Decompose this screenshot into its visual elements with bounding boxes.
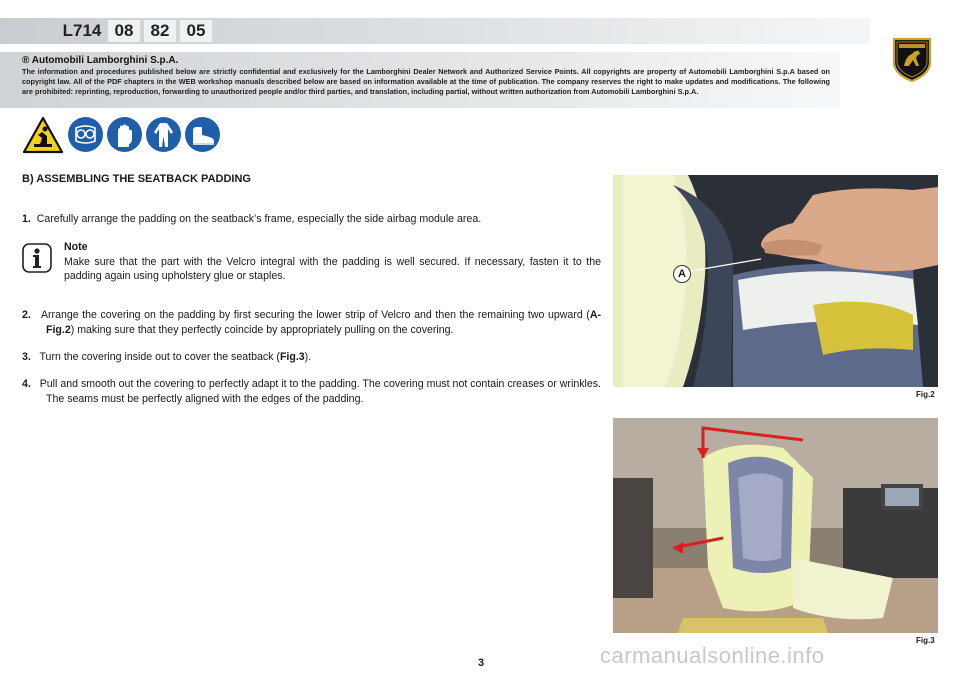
- step-number: 4.: [22, 378, 31, 390]
- watermark: carmanualsonline.info: [600, 643, 825, 668]
- figure-reference: Fig.3: [279, 351, 305, 363]
- doc-code-model: L714: [62, 21, 102, 40]
- step-1: [22, 212, 602, 227]
- note-text: Make sure that the part with the Velcro integral with the padding is well secured. If necessary, fasten it to the padding again using upholstery glue or staples.: [64, 256, 601, 282]
- lamborghini-logo: [890, 36, 934, 82]
- step-text: Arrange the covering on the padding by first securing the lower strip of Velcro and then the remaining two upward (: [40, 309, 590, 321]
- callout-a: A: [673, 265, 691, 283]
- figure-reference: A-Fig.2: [46, 309, 601, 336]
- page-number: 3: [478, 657, 485, 669]
- goggles-icon: [68, 117, 103, 152]
- doc-code-group: 08: [108, 20, 140, 42]
- warning-triangle-icon: [22, 116, 64, 154]
- info-icon: [22, 243, 52, 273]
- step-2: [22, 308, 601, 338]
- figure-3-caption: Fig.3: [916, 636, 935, 645]
- copyright-text: The information and procedures published below are strictly confidential and exclusively for the Lamborghini Dealer Network and Authorized Service Points. All copyrights are property of Automobili Lamborghini S.p.A based on copyright law. All of the PDF chapters in the WEB workshop manuals described below are based on information available at the time of publication. The company reserves the right to make updates and modifications. The following are prohibited: reprinting, reproduction, forwarding to unauthorized people and/or third parties, and translation, including partial, without written authorization from Automobili Lamborghini S.p.A.: [22, 67, 830, 96]
- step-text: Turn the covering inside out to cover the seatback (: [39, 351, 280, 363]
- note-title: Note: [64, 241, 88, 253]
- doc-code-page-set: 05: [180, 20, 212, 42]
- step-text: ).: [304, 351, 312, 363]
- safety-shoes-icon: [185, 117, 220, 152]
- step-text: ) making sure that they perfectly coincide by appropriately pulling on the covering.: [70, 324, 454, 336]
- step-4: [22, 377, 601, 407]
- figure-2-photo: [613, 175, 938, 387]
- step-number: 1.: [22, 213, 31, 225]
- figure-2-caption: Fig.2: [916, 390, 935, 399]
- step-number: 2.: [22, 309, 31, 321]
- overalls-icon: [146, 117, 181, 152]
- step-text: Pull and smooth out the covering to perfectly adapt it to the padding. The covering must not contain creases or wrinkles. The seams must be perfectly aligned with the edges of the padding.: [39, 378, 601, 405]
- step-text: Carefully arrange the padding on the seatback’s frame, especially the side airbag module area.: [36, 213, 482, 225]
- gloves-icon: [107, 117, 142, 152]
- figure-3-photo: [613, 418, 938, 633]
- step-number: 3.: [22, 351, 31, 363]
- step-3: [22, 350, 601, 365]
- copyright-title: ® Automobili Lamborghini S.p.A.: [22, 55, 179, 66]
- doc-code-subgroup: 82: [144, 20, 176, 42]
- section-title: B) ASSEMBLING THE SEATBACK PADDING: [22, 173, 251, 185]
